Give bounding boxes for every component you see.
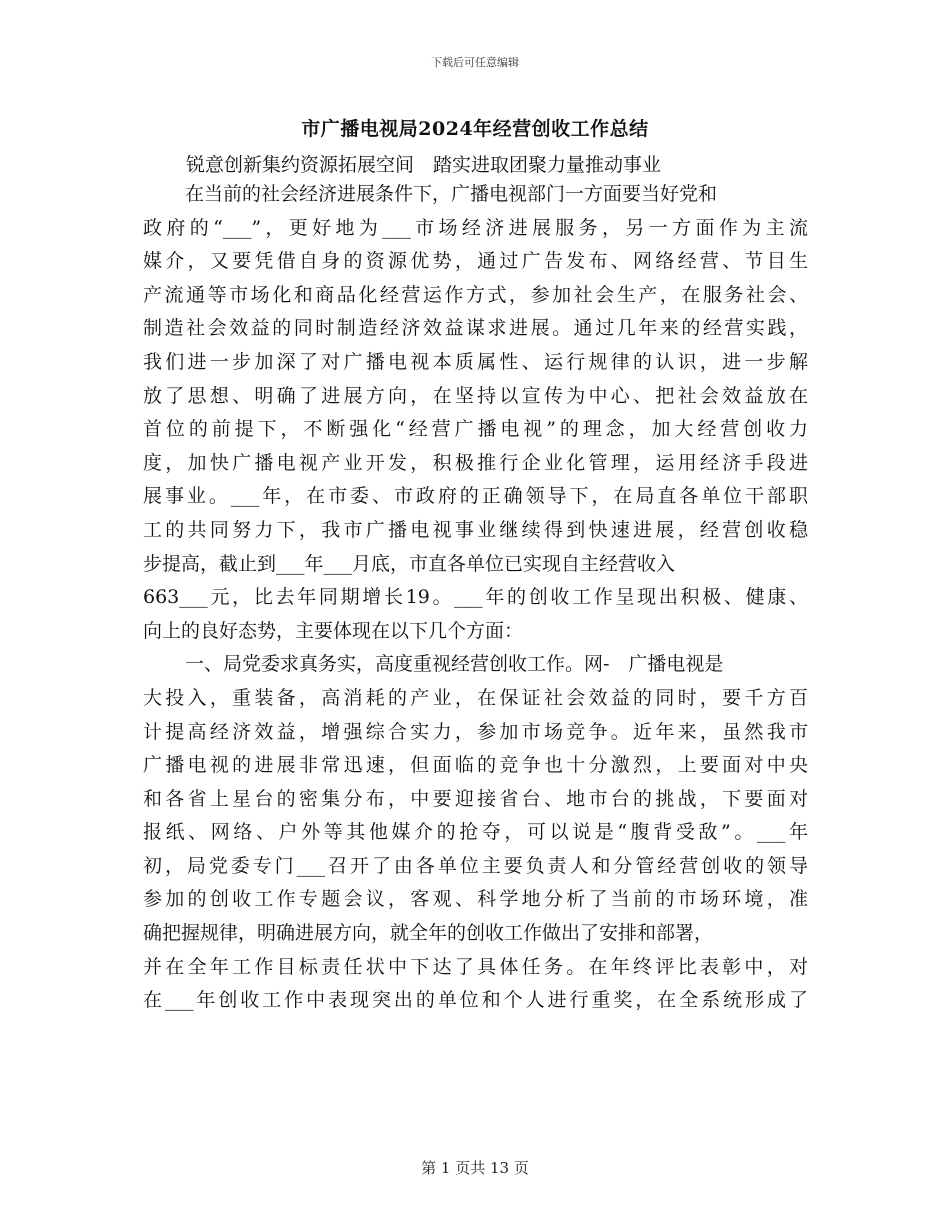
body-line: 首位的前提下，不断强化“经营广播电视”的理念，加大经营创收力 [143,418,808,441]
body-line: 广播电视的进展非常迅速，但面临的竞争也十分激烈，上要面对中央 [143,754,808,777]
body-line: 度，加快广播电视产业开发，积极推行企业化管理，运用经济手段进 [143,451,808,474]
body-line: 报纸、网络、户外等其他媒介的抢夺，可以说是“腹背受敌”。___年 [143,821,808,844]
body-line: 政府的“___”，更好地为___市场经济进展服务，另一方面作为主流 [143,216,808,239]
body-line: 步提高，截止到___年___月底，市直各单位已实现自主经营收入 [143,552,676,575]
header-note: 下载后可任意编辑 [431,56,519,69]
body-line: 参加的创收工作专题会议，客观、科学地分析了当前的市场环境，准 [143,888,808,911]
document-body [143,178,808,1018]
body-line: 并在全年工作目标责任状中下达了具体任务。在年终评比表彰中，对 [143,955,808,978]
body-line: 初，局党委专门___召开了由各单位主要负责人和分管经营创收的领导 [143,854,808,877]
body-line: 和各省上星台的密集分布，中要迎接省台、地市台的挑战，下要面对 [143,787,808,810]
body-line: 媒介，又要凭借自身的资源优势，通过广告发布、网络经营、节目生 [143,250,808,273]
body-line: 制造社会效益的同时制造经济效益谋求进展。通过几年来的经营实践， [143,317,808,340]
document-title: 市广播电视局2024年经营创收工作总结 [301,118,649,140]
page-number-footer: 第 1 页共 13 页 [421,1159,529,1177]
body-line: 一、局党委求真务实，高度重视经营创收工作。网- 广播电视是 [185,653,724,676]
body-line: 我们进一步加深了对广播电视本质属性、运行规律的认识，进一步解 [143,350,808,373]
document-subtitle: 锐意创新集约资源拓展空间 踏实进取团聚力量推动事业 [186,154,662,176]
body-line: 计提高经济效益，增强综合实力，参加市场竞争。近年来，虽然我市 [143,720,808,743]
body-line: 在___年创收工作中表现突出的单位和个人进行重奖，在全系统形成了 [143,989,808,1012]
body-line: 放了思想、明确了进展方向，在坚持以宣传为中心、把社会效益放在 [143,384,808,407]
body-line: 663___元，比去年同期增长19。___年的创收工作呈现出积极、健康、 [143,586,808,609]
body-line: 大投入，重装备，高消耗的产业，在保证社会效益的同时，要千方百 [143,686,808,709]
body-line: 工的共同努力下，我市广播电视事业继续得到快速进展，经营创收稳 [143,518,808,541]
body-line: 向上的良好态势，主要体现在以下几个方面： [143,619,524,642]
body-line: 产流通等市场化和商品化经营运作方式，参加社会生产，在服务社会、 [143,283,808,306]
body-line: 展事业。___年，在市委、市政府的正确领导下，在局直各单位干部职 [143,485,808,508]
body-line: 确把握规律，明确进展方向，就全年的创收工作做出了安排和部署， [143,922,714,945]
body-line: 在当前的社会经济进展条件下，广播电视部门一方面要当好党和 [185,183,718,205]
